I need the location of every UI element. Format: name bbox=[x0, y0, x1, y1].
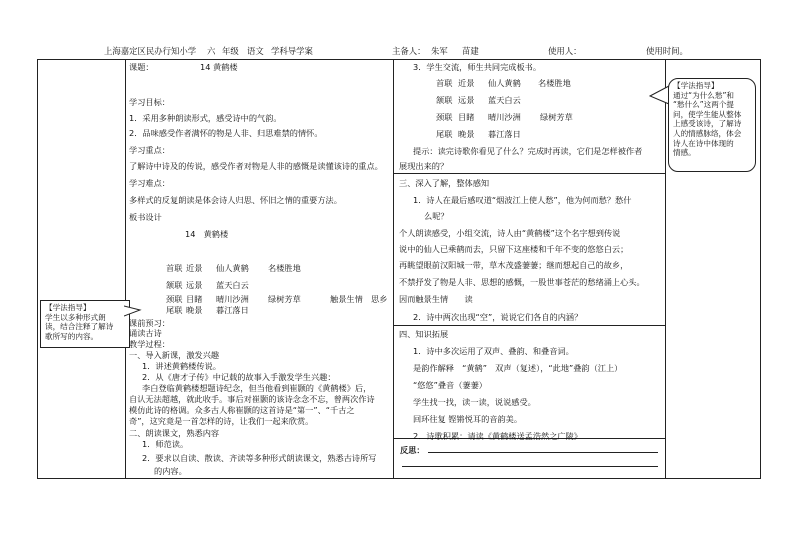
question-text: 么呢？ bbox=[424, 211, 449, 221]
knowledge-item: 学生找一找，读一读，说说感受。 bbox=[413, 397, 536, 407]
answer-line: 个人朗读感受，小组交流，诗人由“黄鹤楼”这个名字想到传说 bbox=[399, 228, 621, 238]
answer-line: 不禁抒发了物是人非、思想的感慨，一股世事苍茫的愁绪涌上心头。 bbox=[399, 277, 645, 287]
board-row-view: 近景 bbox=[186, 263, 203, 273]
hint-text: 展现出来的？ bbox=[399, 161, 449, 171]
time-label: 使用时间。 bbox=[646, 46, 688, 56]
right-tip-line: 情感。 bbox=[673, 148, 696, 158]
knowledge-item: “悠悠”叠音（萋萋） bbox=[413, 380, 487, 390]
board-row-label: 尾联 bbox=[166, 305, 183, 315]
right-tip-line: 诗人在诗中体现的 bbox=[673, 138, 734, 148]
answer-line: 说中的仙人已乘鹤而去，只留下这座楼和千年不变的悠悠白云； bbox=[399, 244, 629, 254]
goal-item: 1．采用多种朗读形式，感受诗中的气韵。 bbox=[129, 113, 282, 123]
knowledge-item: 2．诗歌积累：请读《黄鹤楼送孟浩然之广陵》 bbox=[413, 431, 582, 441]
left-tip-line: 读，结合注释了解诗 bbox=[45, 322, 114, 332]
school-name: 上海嘉定区民办行知小学 bbox=[104, 46, 197, 56]
board-row-label: 颈联 bbox=[166, 294, 183, 304]
difficulty-text: 多样式的反复朗读是体会诗人归思、怀旧之情的重要方法。 bbox=[129, 195, 342, 205]
right-tip-line: 通过“为什么愁”和 bbox=[673, 90, 735, 100]
grade: 六 bbox=[207, 46, 216, 56]
board-row-extra: 名楼胜地 bbox=[268, 263, 301, 273]
difficulty-heading: 学习难点： bbox=[129, 178, 170, 188]
right-tip-title: 【学法指导】 bbox=[673, 81, 719, 90]
board-row-label: 首联 bbox=[166, 263, 183, 273]
section-item: 2．要求以自读、散读、齐读等多种形式朗读课文，熟悉古诗所写 bbox=[142, 453, 377, 463]
exchange-item: 3．学生交流，师生共同完成板书。 bbox=[413, 62, 542, 72]
board-row-label: 颔联 bbox=[436, 95, 453, 105]
hint-text: 提示：读完诗歌你看见了什么？完成时再读，它们是怎样被作者 bbox=[413, 146, 643, 156]
knowledge-item: 1．诗中多次运用了双声、叠韵、和叠音词。 bbox=[413, 346, 574, 356]
second-name: 苗建 bbox=[462, 46, 479, 56]
lesson-title: 黄鹤楼 bbox=[213, 62, 238, 72]
key-point-text: 了解诗中诗及的传说，感受作者对物是人非的感慨是读懂该诗的重点。 bbox=[129, 161, 383, 171]
board-row-view: 晚景 bbox=[458, 129, 475, 139]
story-line: 模仿此诗的格调。众多古人称崔颢的这首诗是“第一”、“千古之 bbox=[129, 405, 355, 415]
left-tip-title: 【学法指导】 bbox=[45, 303, 91, 312]
board-row-label: 颈联 bbox=[436, 112, 453, 122]
story-line: 李白登临黄鹤楼想题诗纪念，但当他看到崔颢的《黄鹤楼》后， bbox=[142, 383, 372, 393]
right-callout-pointer bbox=[648, 84, 670, 108]
section-item: 1．师范读。 bbox=[142, 439, 189, 449]
board-row-scene: 暮江落日 bbox=[216, 305, 249, 315]
reflection-label: 反思： bbox=[400, 445, 425, 455]
section-heading: 三、深入了解，整体感知 bbox=[399, 178, 490, 188]
board-row-label: 颔联 bbox=[166, 280, 183, 290]
board-row-scene: 蓝天白云 bbox=[488, 95, 521, 105]
section-item: 1．讲述黄鹤楼传说。 bbox=[142, 361, 221, 371]
user-label: 使用人： bbox=[548, 46, 582, 56]
section-heading: 一、导入新课，激发兴趣 bbox=[129, 350, 220, 360]
right-tip-line: 人的情感脉络，体会 bbox=[673, 128, 742, 138]
preparer-label: 主备人： bbox=[392, 46, 426, 56]
question-text: 1．诗人在最后感叹道“烟波江上使人愁”，他为何而愁？愁什 bbox=[413, 195, 632, 205]
board-row-label: 尾联 bbox=[436, 129, 453, 139]
board-row-scene: 晴川沙洲 bbox=[216, 294, 249, 304]
preview-heading: 课前预习： bbox=[129, 318, 170, 328]
board-row-view: 远景 bbox=[458, 95, 475, 105]
board-homesick: 思乡 bbox=[371, 294, 388, 304]
left-study-tip bbox=[40, 300, 130, 348]
section-heading: 四、知识拓展 bbox=[399, 329, 449, 339]
board-row-extra: 绿树芳草 bbox=[268, 294, 301, 304]
board-row-extra: 绿树芳草 bbox=[540, 112, 573, 122]
board-row-scene: 仙人黄鹤 bbox=[216, 263, 249, 273]
preparer-name: 朱军 bbox=[431, 46, 448, 56]
right-tip-line: 上感受该诗，了解诗 bbox=[673, 119, 742, 129]
subject: 语文 bbox=[247, 46, 264, 56]
board-row-view: 近景 bbox=[458, 78, 475, 88]
board-row-label: 首联 bbox=[436, 78, 453, 88]
story-line: 自认无法超越，就此收手。事后对崔颢的该诗念念不忘，曾两次作诗 bbox=[129, 394, 375, 404]
board-row-scene: 晴川沙洲 bbox=[488, 112, 521, 122]
board-row-view: 晚景 bbox=[186, 305, 203, 315]
grade-suffix: 年级 bbox=[222, 46, 239, 56]
doc-type: 学科导学案 bbox=[271, 46, 313, 56]
section-item: 2．从《唐才子传》中记载的故事入手激发学生兴趣： bbox=[142, 372, 336, 382]
preview-item: 诵读古诗 bbox=[129, 328, 162, 338]
answer-line: 再眺望眼前汉阳城一带，草木茂盛萋萋；继而想起自己的故乡， bbox=[399, 260, 629, 270]
knowledge-item: 回环往复 铿锵悦耳的音韵美。 bbox=[413, 414, 523, 424]
lesson-title-label: 课题： bbox=[129, 62, 154, 72]
key-point-heading: 学习重点： bbox=[129, 145, 170, 155]
board-title: 14 黄鹤楼 bbox=[185, 229, 229, 239]
board-design-heading: 板书设计 bbox=[129, 212, 162, 222]
board-row-extra: 名楼胜地 bbox=[538, 78, 571, 88]
board-emotion: 触景生情 bbox=[330, 294, 363, 304]
section-heading: 二、朗读课文，熟悉内容 bbox=[129, 428, 220, 438]
goals-heading: 学习目标： bbox=[129, 97, 170, 107]
goal-item: 2．品味感受作者满怀的物是人非、归思难禁的情怀。 bbox=[129, 128, 323, 138]
right-tip-line: “愁什么”这两个提 bbox=[673, 100, 735, 110]
right-tip-line: 问，使学生能从整体 bbox=[673, 109, 742, 119]
process-heading: 教学过程： bbox=[129, 339, 170, 349]
board-row-scene: 仙人黄鹤 bbox=[488, 78, 521, 88]
board-row-scene: 暮江落日 bbox=[488, 129, 521, 139]
board-row-view: 远景 bbox=[186, 280, 203, 290]
board-row-view: 目睹 bbox=[186, 294, 203, 304]
board-row-scene: 蓝天白云 bbox=[216, 280, 249, 290]
board-row-view: 目睹 bbox=[458, 112, 475, 122]
question-text: 2．诗中两次出现“空”，说说它们各自的内涵？ bbox=[413, 312, 583, 322]
story-line: 奇”，这究竟是一首怎样的诗，让我们一起来欣赏。 bbox=[129, 416, 314, 426]
right-study-tip bbox=[668, 78, 756, 172]
answer-line: 因而触景生情 读 bbox=[399, 294, 473, 304]
lesson-title-number: 14 bbox=[200, 62, 211, 72]
left-tip-line: 学生以多种形式朗 bbox=[45, 312, 106, 322]
knowledge-item: 是韵作解释 “黄鹤” 双声（复述），“此地”叠韵（江上） bbox=[413, 363, 623, 373]
section-item: 的内容。 bbox=[154, 466, 187, 476]
left-tip-line: 歌所写的内容。 bbox=[45, 331, 99, 341]
